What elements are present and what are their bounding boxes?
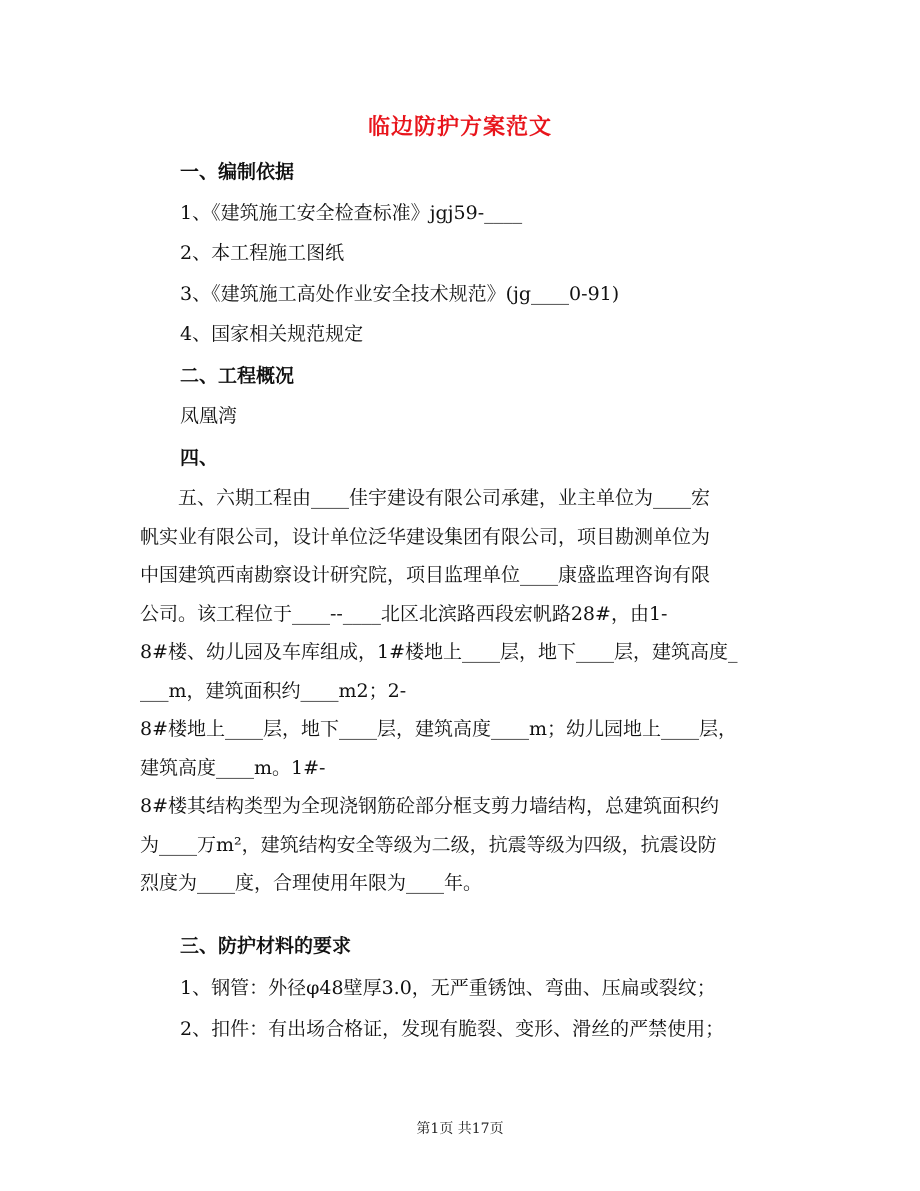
- basis-item-4: 4、国家相关规范规定: [180, 323, 364, 345]
- page-number-footer: 第1页 共17页: [416, 1121, 504, 1137]
- basis-item-3: 3、《建筑施工高处作业安全技术规范》(jg____0-91): [180, 283, 620, 305]
- overview-line: 8#楼地上____层，地下____层，建筑高度____m；幼儿园地上____层，: [140, 718, 738, 740]
- project-name: 凤凰湾: [180, 405, 238, 427]
- overview-line: 8#楼其结构类型为全现浇钢筋砼部分框支剪力墙结构，总建筑面积约: [140, 795, 720, 817]
- material-item-2: 2、扣件：有出场合格证，发现有脆裂、变形、滑丝的严禁使用；: [180, 1018, 725, 1040]
- overview-line: 烈度为____度，合理使用年限为____年。: [140, 872, 483, 894]
- basis-item-1: 1、《建筑施工安全检查标准》jgj59-____: [180, 202, 523, 224]
- overview-line: 中国建筑西南勘察设计研究院，项目监理单位____康盛监理咨询有限: [140, 564, 711, 586]
- overview-line: 建筑高度____m。1#-: [140, 756, 326, 779]
- overview-line: 帆实业有限公司，设计单位泛华建设集团有限公司，项目勘测单位为: [140, 525, 711, 548]
- overview-line: 公司。该工程位于____--____北区北滨路西段宏帆路28#，由1-: [140, 602, 668, 625]
- section-heading-basis: 一、编制依据: [180, 161, 295, 183]
- overview-paragraph: [140, 479, 785, 903]
- basis-item-2: 2、本工程施工图纸: [180, 242, 345, 264]
- document-title: 临边防护方案范文: [367, 114, 552, 140]
- section-heading-overview: 二、工程概况: [180, 365, 295, 387]
- section-heading-four: 四、: [180, 447, 219, 469]
- material-item-1: 1、钢管：外径φ48壁厚3.0，无严重锈蚀、弯曲、压扁或裂纹；: [180, 977, 716, 999]
- section-heading-materials: 三、防护材料的要求: [180, 935, 352, 957]
- overview-line: 五、六期工程由____佳宇建设有限公司承建，业主单位为____宏: [140, 487, 711, 509]
- overview-line: 8#楼、幼儿园及车库组成，1#楼地上____层，地下____层，建筑高度_: [140, 641, 738, 663]
- overview-line: ___m，建筑面积约____m2；2-: [140, 679, 407, 702]
- overview-line: 为____万m²，建筑结构安全等级为二级，抗震等级为四级，抗震设防: [140, 833, 717, 856]
